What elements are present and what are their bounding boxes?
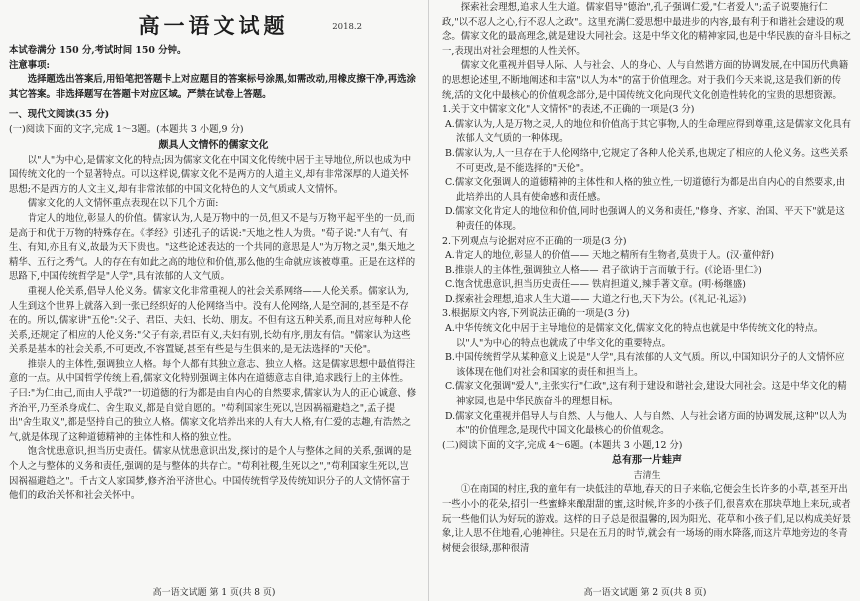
question-3-option: C.儒家文化强调"爱人",主张实行"仁政",这有利于建设和谐社会,建设大同社会。这是中华文化的精神家园,也是中华民族奋斗的理想目标。 bbox=[445, 381, 847, 408]
section-1-heading: 一、现代文阅读(35 分) bbox=[9, 109, 110, 121]
score-time-note: 本试卷满分 150 分,考试时间 150 分钟。 bbox=[9, 45, 187, 56]
exam-title: 高一语文试题 bbox=[138, 13, 289, 38]
page-1 bbox=[0, 0, 428, 601]
article-1-para: 肯定人的地位,彰显人的价值。儒家认为,人是万物中的一员,但又不是与万物平起平坐的一员,而是高于和优于万物的特殊存在。《孝经》引述孔子的话说:"天地之性人为贵。"荀子说:"人有气、有生、有知,亦且有义,故最为天下贵也。"这些论述表达的一个共同的意思是人"为万物之灵",集天地之精华、五行之秀气。人的存在有如此之高的地位和价值,那么他的生命就应该被尊重。正是在这样的思路下,中国传统哲学是"人学",具有浓郁的人文气质。 bbox=[9, 212, 416, 283]
question-1-option: D.儒家文化肯定人的地位和价值,同时也强调人的义务和责任,"修身、齐家、治国、平天下"就是这种责任的体现。 bbox=[445, 206, 845, 232]
question-1-option: A.儒家认为,人是万物之灵,人的地位和价值高于其它事物,人的生命理应得到尊重,这是儒家文化具有浓郁人文气质的一种体现。 bbox=[445, 118, 852, 145]
article-2-author: 吉清生 bbox=[633, 471, 661, 482]
article-2-para: ①在南国的村庄,我的童年有一块低洼的草地,春天的日子来临,它便会生长许多的小草,甚至开出一些小小的花朵,招引一些蜜蜂来酿甜甜的蜜,这时候,许多的小孩子们,很喜欢在那块草地上来玩,或者玩一些他们认为好玩的游戏。这样的日子总是很温馨的,因为阳光、花草和小孩子们,足以构成美好景象,让人思不住地看,心驰神往。只是在五月的时节,就会有一场场的雨水降落,而这片草地旁边的冬青树便会很绿,那种很清 bbox=[442, 484, 852, 554]
question-2-stem: 2.下列观点与论据对应不正确的一项是(3 分) bbox=[442, 235, 627, 247]
article-1-para: 以"人"为中心,是儒家文化的特点;因为儒家文化在中国文化传统中居于主导地位,所以也成为中国传统文化的一个显著特点。可以这样说,儒家文化不是两方的人道主义,却有非常深厚的人道关怀思想;不是西方的人文主义,却有非常浓郁的中国文化特色的人文气质或人文情怀。 bbox=[9, 154, 412, 195]
exam-date: 2018.2 bbox=[332, 22, 362, 32]
page-divider bbox=[428, 0, 429, 601]
question-1-option: B.儒家认为,人一旦存在于人伦网络中,它规定了各种人伦关系,也规定了相应的人伦义务。这些关系不可更改,是不能选择的"天伦"。 bbox=[445, 147, 849, 174]
article-1-title: 颇具人文情怀的儒家文化 bbox=[158, 139, 269, 151]
article-1-para: 推崇人的主体性,强调独立人格。每个人都有其独立意志、独立人格。这是儒家思想中最值得注意的一点。从中国哲学传统上看,儒家文化特别强调主体内在道德意志自律,追求践行上的主体性。子曰:"为仁由己,而由人乎哉?"一切道德的行为都是由自内心的自然要求,儒家认为人的正心诚意、修齐治平,乃至杀身成仁、舍生取义,都是自觉自愿的。"苟利国家生死以,岂因祸福避趋之",孟子提出"舍生取义",都是坚持自己的独立人格。儒家文化培养出来的人有大人格,有仁爱的志趣,有浩然之气,就是体现了这种道德精神的主体性和人格的独立性。 bbox=[9, 358, 417, 443]
question-1-option: C.儒家文化强调人的道德精神的主体性和人格的独立性,一切道德行为都是出自内心的自然要求,由此培养出的人具有使命感和责任感。 bbox=[445, 177, 846, 203]
question-1-stem: 1.关于文中儒家文化"人文情怀"的表述,不正确的一项是(3 分) bbox=[442, 104, 695, 116]
notice-body: 选择题选出答案后,用铅笔把答题卡上对应题目的答案标号涂黑,如需改动,用橡皮擦干净,再选涂其它答案。非选择题写在答题卡对应区域。严禁在试卷上答题。 bbox=[9, 74, 416, 100]
title-row bbox=[9, 8, 418, 44]
question-3-stem: 3.根据原文内容,下列说法正确的一项是(3 分) bbox=[442, 308, 630, 320]
article-2-title: 总有那一片蛙声 bbox=[612, 455, 682, 467]
question-2-option: B.推崇人的主体性,强调独立人格—— 君子欲讷于言而敏于行。(《论语·里仁》) bbox=[445, 264, 762, 276]
question-2-option: A.肯定人的地位,彰显人的价值—— 天地之精所有生物者,莫贵于人。(汉·董仲舒) bbox=[445, 250, 774, 262]
section-2-sub: (二)阅读下面的文字,完成 4～6题。(本题共 3 小题,12 分) bbox=[442, 439, 683, 451]
section-1-sub: (一)阅读下面的文字,完成 1～3题。(本题共 3 小题,9 分) bbox=[9, 123, 244, 135]
page-2-footer: 高一语文试题 第 2 页(共 8 页) bbox=[430, 586, 860, 600]
article-1-para: 饱含忧患意识,担当历史责任。儒家从忧患意识出发,探讨的是个人与整体之间的关系,强调的是个人之与整体的义务和责任,强调的是与整体的共存亡。"苟利社稷,生死以之","苟利国家生死以,岂因祸福避趋之"。千古文人家国梦,修齐治平济世心。中国传统哲学及传统知识分子的人文情怀富于他们的政治关怀和社会关怀中。 bbox=[9, 446, 412, 502]
question-2-option: C.饱含忧患意识,担当历史责任—— 铁肩担道义,辣手著文章。(明·杨继盛) bbox=[445, 279, 746, 291]
article-1-para: 儒家文化的人文情怀重点表现在以下几个方面: bbox=[27, 198, 219, 210]
page-1-footer: 高一语文试题 第 1 页(共 8 页) bbox=[0, 586, 428, 600]
article-1-para: 重视人伦关系,倡导人伦义务。儒家文化非常重视人的社会关系网络——人伦关系。儒家认为,人生到这个世界上就落入到一张已经织好的人伦网络当中。没有人伦网络,人是空洞的,甚至是不存在的。所以,儒家讲"五伦":父子、君臣、夫妇、长幼、朋友。不但有这五种关系,而且对应每种人伦关系,还规定了相应的人伦义务:"父子有亲,君臣有义,夫妇有别,长幼有序,朋友有信。"儒家认为这些关系是基本的社会关系,不可更改,不容置疑,甚至有些是与生俱来的,是无法选择的"天伦"。 bbox=[9, 285, 412, 356]
page-2 bbox=[430, 0, 860, 601]
notice-heading: 注意事项: bbox=[9, 59, 50, 71]
question-2-option: D.探索社会理想,追求人生大道—— 大道之行也,天下为公。(《礼记·礼运》) bbox=[445, 293, 747, 305]
article-1-para: 探索社会理想,追求人生大道。儒家倡导"德治",孔子强调仁爱,"仁者爱人";孟子说要施行仁政,"以不忍人之心,行不忍人之政"。这里充满仁爱思想中最进步的内容,最有利于和谐社会建设的观念。儒家文化的最高理念,就是建设大同社会。这是中华文化的精神家园,也是中华民族的奋斗目标之一,表现出对社会理想的人性关怀。 bbox=[442, 2, 852, 57]
question-3-option: D.儒家文化重视并倡导人与自然、人与他人、人与自然、人与社会诸方面的协调发展,这种"以人为本"的价值理念,是现代中国文化最核心的价值观念。 bbox=[445, 410, 847, 437]
question-3-option: B.中国传统哲学从某种意义上说是"人学",具有浓郁的人文气质。所以,中国知识分子的人文情怀应该体现在他们对社会和国家的责任和担当上。 bbox=[445, 352, 845, 378]
question-3-option: A.中华传统文化中居于主导地位的是儒家文化,儒家文化的特点也就是中华传统文化的特点。以"人"为中心的特点也就成了中华文化的重要特点。 bbox=[445, 323, 824, 349]
article-1-para: 儒家文化重视并倡导人际、人与社会、人的身心、人与自然谐方面的协调发展,在中国历代典籍的思想论述里,不断地阐述和丰富"以人为本"的富于价值理念。对于我们今天来说,这是我们新的传统,活的文化中最核心的价值观念部分,是中国传统文化向现代文化创造性转化的宝贵的思想资源。 bbox=[442, 60, 849, 101]
